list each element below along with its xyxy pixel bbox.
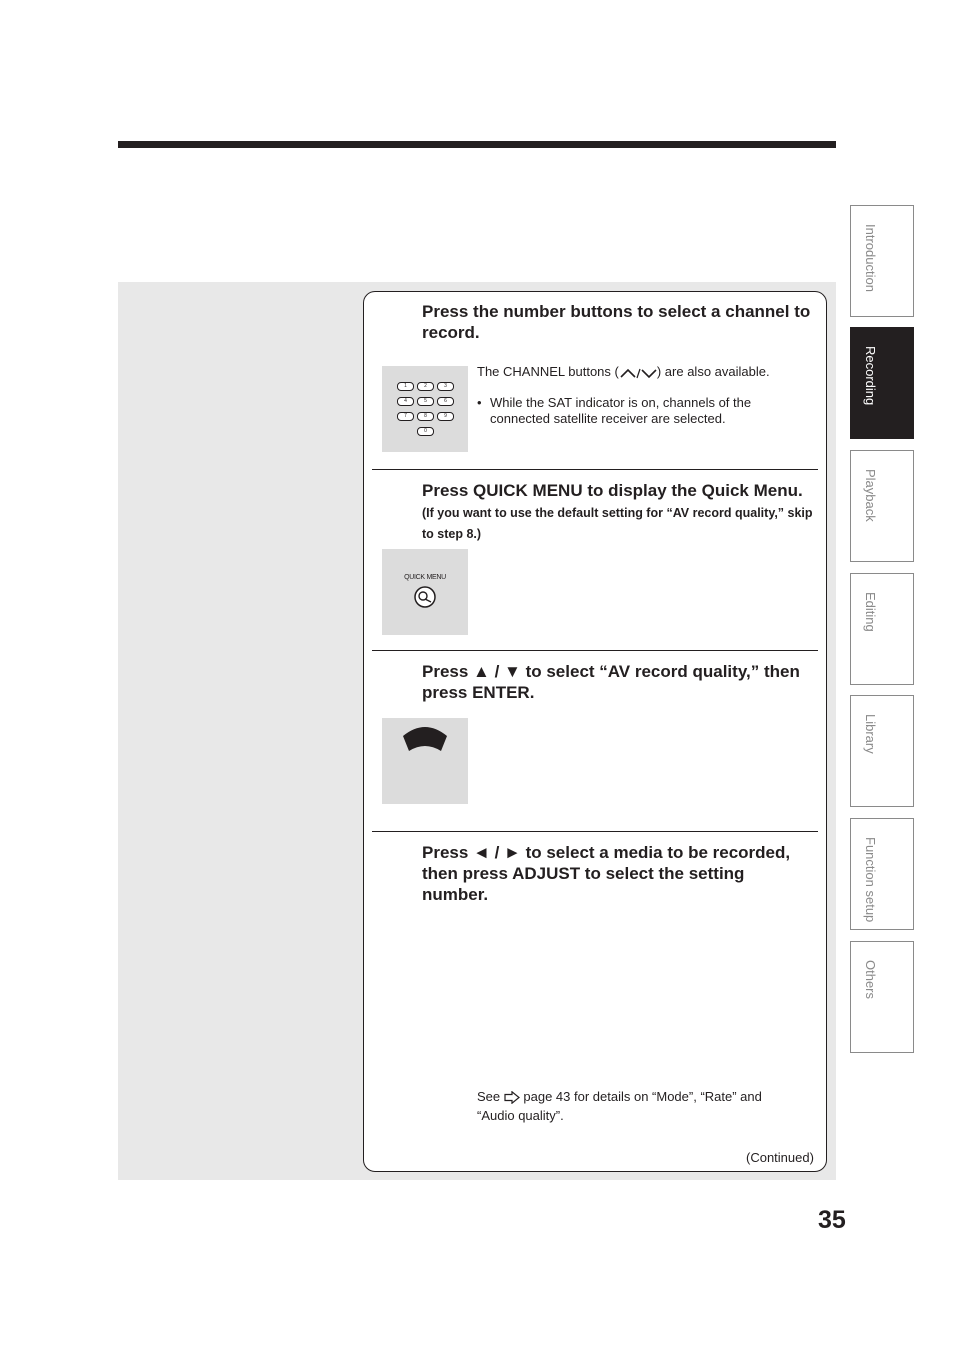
number-key-0: 0 <box>417 427 434 436</box>
page-reference-arrow-icon <box>504 1091 520 1108</box>
tab-label: Library <box>863 714 878 754</box>
number-buttons-illustration <box>382 366 468 452</box>
quick-menu-button-illustration <box>382 549 468 635</box>
see-page-note <box>477 1089 797 1124</box>
tab-label: Editing <box>863 592 878 632</box>
cursor-buttons-illustration <box>382 718 468 804</box>
tab-others[interactable] <box>850 941 914 1053</box>
step-channel-heading: Press the number buttons to select a channel to record. <box>422 302 811 342</box>
quick-menu-button-label: QUICK MENU <box>404 574 446 581</box>
tab-label: Function setup <box>863 837 878 923</box>
top-rule <box>118 141 836 148</box>
step-media-heading: Press ◄ / ► to select a media to be recorded, then press ADJUST to select the setting number. <box>422 843 791 904</box>
step-av-quality-heading: Press ▲ / ▼ to select “AV record quality,” then press ENTER. <box>422 662 800 702</box>
quick-menu-heading-sub: (If you want to use the default setting for “AV record quality,” skip to step 8.) <box>422 506 813 541</box>
number-key-2: 2 <box>417 382 434 391</box>
tab-label: Playback <box>863 469 878 522</box>
tab-editing[interactable] <box>850 573 914 685</box>
continued-label: (Continued) <box>746 1150 814 1165</box>
tab-introduction[interactable] <box>850 205 914 317</box>
step-divider <box>372 469 818 470</box>
cursor-up-button-icon <box>402 724 448 754</box>
number-key-5: 5 <box>417 397 434 406</box>
tab-label: Others <box>863 960 878 1000</box>
number-key-1: 1 <box>397 382 414 391</box>
number-key-8: 8 <box>417 412 434 421</box>
number-key-6: 6 <box>437 397 454 406</box>
quick-menu-button-icon <box>414 586 436 608</box>
step-quick-menu-heading <box>422 480 814 543</box>
tab-playback[interactable] <box>850 450 914 562</box>
see-prefix: See <box>477 1089 501 1104</box>
tab-label: Recording <box>863 346 878 406</box>
number-key-9: 9 <box>437 412 454 421</box>
bullet-dot: • <box>477 395 482 410</box>
channel-note-suffix: ) are also available. <box>656 364 770 379</box>
quick-menu-heading-main: Press QUICK MENU to display the Quick Menu. <box>422 481 803 500</box>
tab-library[interactable] <box>850 695 914 807</box>
number-key-7: 7 <box>397 412 414 421</box>
sat-indicator-bullet <box>477 395 797 427</box>
see-suffix: page 43 for details on “Mode”, “Rate” and “Audio quality”. <box>477 1089 762 1123</box>
tab-function-setup[interactable] <box>850 818 914 930</box>
channel-up-down-icon <box>619 367 657 383</box>
step-divider <box>372 650 818 651</box>
channel-buttons-note <box>477 364 807 383</box>
tab-recording[interactable] <box>850 327 914 439</box>
channel-note-prefix: The CHANNEL buttons ( <box>477 364 619 379</box>
number-key-3: 3 <box>437 382 454 391</box>
tab-label: Introduction <box>863 224 878 292</box>
step-divider <box>372 831 818 832</box>
sat-indicator-text: While the SAT indicator is on, channels of the connected satellite receiver are selected. <box>490 395 752 426</box>
page-number: 35 <box>818 1206 846 1234</box>
number-key-4: 4 <box>397 397 414 406</box>
